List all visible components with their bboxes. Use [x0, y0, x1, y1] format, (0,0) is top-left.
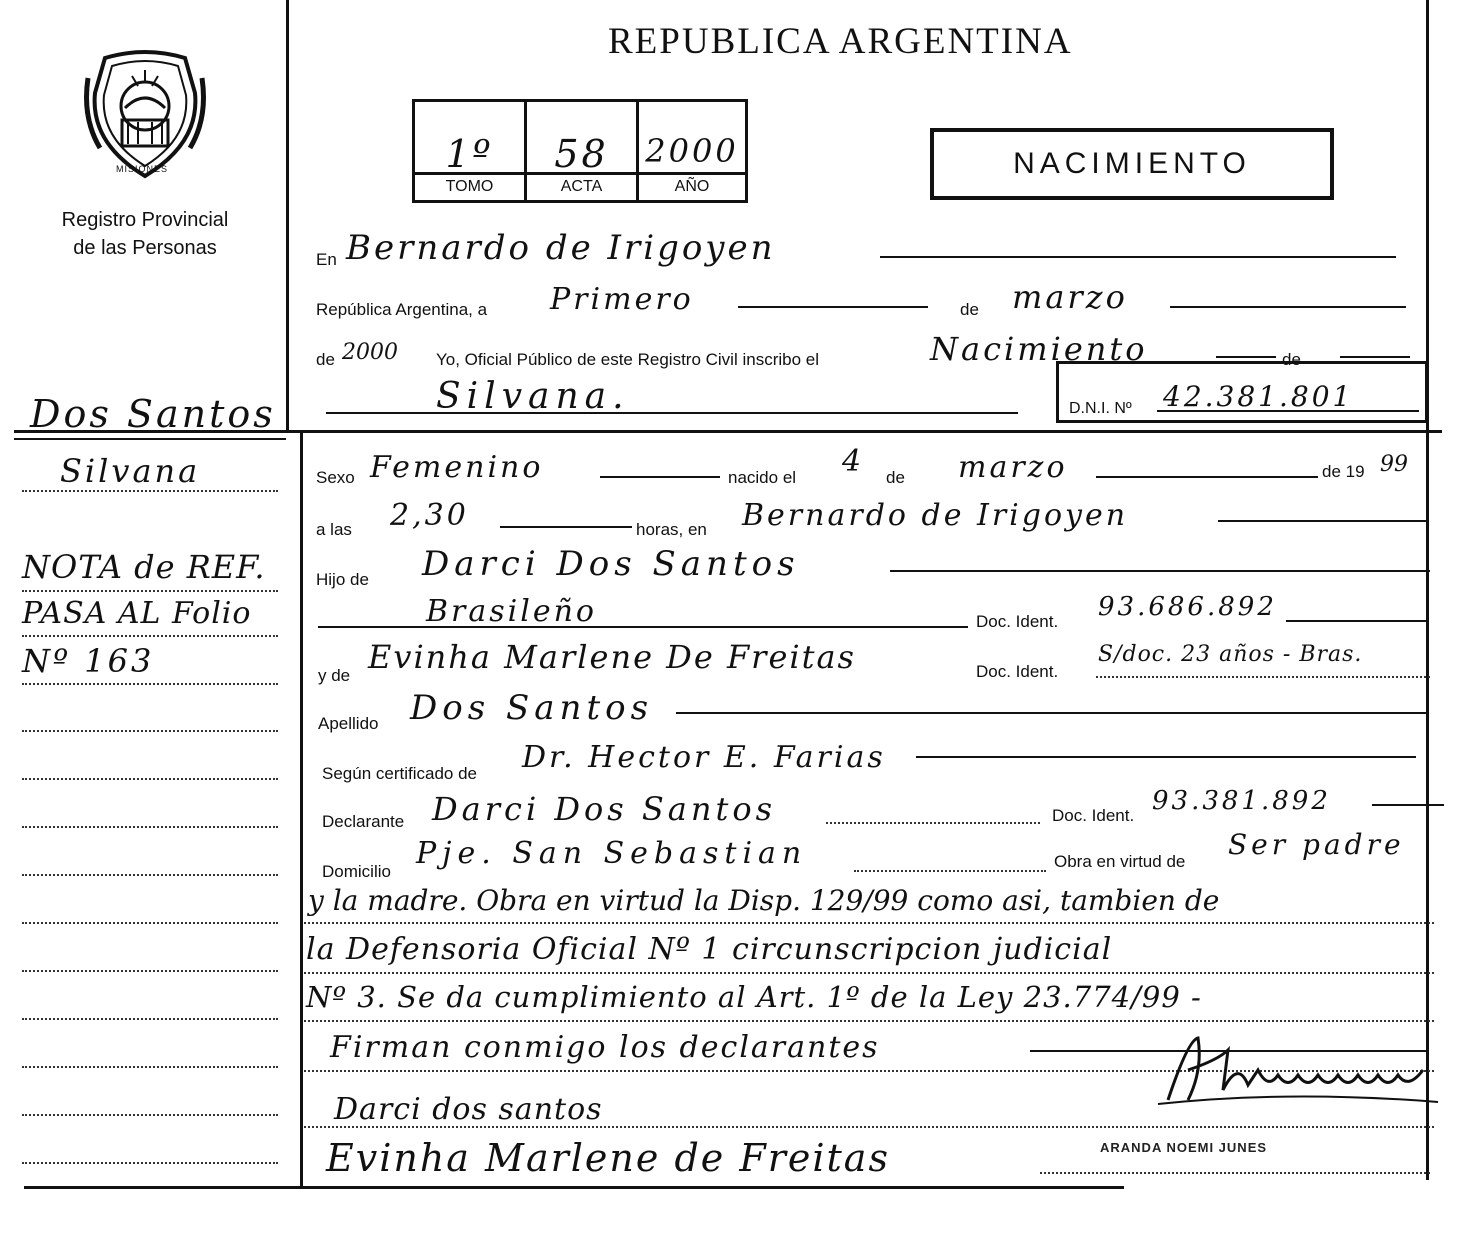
father-doc-line — [1286, 620, 1428, 622]
hour-value: 2,30 — [390, 498, 469, 533]
place-line — [1218, 520, 1428, 522]
name-line — [326, 412, 1018, 414]
margin-dotted-line — [22, 683, 278, 685]
name-value: Silvana. — [436, 376, 630, 417]
declarante-line — [826, 822, 1040, 824]
apellido-value: Dos Santos — [410, 688, 654, 728]
obra-label: Obra en virtud de — [1054, 852, 1186, 871]
margin-dotted-line — [22, 590, 278, 592]
segun-label: Según certificado de — [322, 764, 477, 783]
tomo-label: TOMO — [415, 172, 524, 200]
domicilio-label: Domicilio — [322, 862, 391, 881]
page-title: REPUBLICA ARGENTINA — [608, 21, 1073, 62]
declarante-doc-value: 93.381.892 — [1152, 786, 1331, 816]
signature-mother: Evinha Marlene de Freitas — [326, 1136, 890, 1180]
anio-cell — [639, 102, 745, 200]
left-column-divider-bottom — [300, 430, 303, 1188]
margin-dotted-line — [22, 778, 278, 780]
official-signature-text — [1200, 1040, 1203, 1041]
act-de-label: de — [1282, 350, 1301, 369]
tomo-cell — [415, 102, 527, 200]
acta-label: ACTA — [527, 172, 636, 200]
margin-dotted-line — [22, 490, 278, 492]
official-signature — [1128, 1030, 1448, 1110]
birth-year: 99 — [1380, 452, 1408, 477]
apellido-label: Apellido — [318, 714, 379, 733]
acta-cell — [527, 102, 639, 200]
margin-dotted-line — [22, 970, 278, 972]
declarante-doc-line — [1372, 804, 1444, 806]
registry-line-1: Registro Provincial — [61, 209, 229, 231]
margin-dotted-line — [22, 635, 278, 637]
father-doc-label: Doc. Ident. — [976, 612, 1059, 631]
domicilio-value: Pje. San Sebastian — [416, 836, 808, 871]
margin-dotted-line — [22, 730, 278, 732]
text-line-2-rule — [304, 972, 1434, 974]
day-line — [738, 306, 928, 308]
birth-month-line — [1096, 476, 1318, 478]
margin-dotted-line — [22, 1114, 278, 1116]
margin-dotted-line — [22, 1162, 278, 1164]
yde-label: y de — [318, 666, 351, 685]
obra-value: Ser padre — [1228, 828, 1405, 861]
dni-box — [1056, 361, 1428, 423]
signature-rule — [304, 1126, 1434, 1128]
alas-label: a las — [316, 520, 352, 539]
margin-dotted-line — [22, 874, 278, 876]
text-line-3-rule — [304, 1020, 1434, 1022]
act-line — [1216, 356, 1276, 358]
place-value: Bernardo de Irigoyen — [742, 498, 1129, 533]
margin-given-name: Silvana — [60, 452, 201, 490]
domicilio-line — [854, 870, 1046, 872]
province-seal — [80, 48, 210, 183]
registry-name — [20, 206, 270, 262]
margin-dotted-line — [22, 826, 278, 828]
margin-dotted-line — [22, 1018, 278, 1020]
dni-label: D.N.I. Nº — [1069, 400, 1132, 417]
margin-dotted-line — [22, 1066, 278, 1068]
anio-value: 2000 — [645, 132, 739, 170]
apellido-line — [676, 712, 1428, 714]
father-doc-value: 93.686.892 — [1098, 592, 1277, 622]
nationality-line — [318, 626, 968, 628]
year-prefix-label: de — [316, 350, 335, 369]
birth-month: marzo — [958, 450, 1068, 485]
sexo-value: Femenino — [370, 450, 544, 485]
en-label: En — [316, 250, 337, 269]
margin-note-line-1: NOTA de REF. — [22, 548, 266, 586]
yo-label: Yo, Oficial Público de este Registro Civil inscribo el — [436, 350, 819, 369]
nacido-de-label: de — [886, 468, 905, 487]
act-value: Nacimiento — [930, 330, 1148, 368]
registry-line-2: de las Personas — [73, 237, 217, 259]
text-line-3: Nº 3. Se da cumplimiento al Art. 1º de la Ley 23.774/99 - — [306, 980, 1202, 1014]
record-number-box — [412, 99, 748, 203]
text-line-1-rule — [304, 922, 1434, 924]
act-de-line — [1340, 356, 1410, 358]
dni-line — [1157, 410, 1419, 412]
nacido-label: nacido el — [728, 468, 797, 487]
anio-label: AÑO — [639, 172, 745, 200]
en-value: Bernardo de Irigoyen — [346, 228, 776, 268]
seal-text: MISIONES — [116, 164, 169, 174]
en-line — [880, 256, 1396, 258]
signature-father: Darci dos santos — [334, 1092, 603, 1127]
official-stamp: ARANDA NOEMI JUNES — [1100, 1140, 1268, 1155]
signature-rule — [1040, 1172, 1430, 1174]
month-value: marzo — [1012, 278, 1128, 316]
day-value: Primero — [550, 282, 694, 317]
declarante-label: Declarante — [322, 812, 405, 831]
mother-name: Evinha Marlene De Freitas — [368, 638, 856, 676]
document-type-box: NACIMIENTO — [930, 128, 1334, 200]
margin-dotted-line — [22, 922, 278, 924]
hour-line — [500, 526, 632, 528]
margin-surname: Dos Santos — [30, 392, 276, 436]
acta-value: 58 — [554, 132, 609, 176]
father-line — [890, 570, 1430, 572]
bottom-border — [24, 1186, 1124, 1189]
year-value: 2000 — [342, 340, 398, 365]
left-column-divider-top — [286, 0, 289, 430]
dni-value: 42.381.801 — [1163, 380, 1354, 413]
father-name: Darci Dos Santos — [422, 544, 800, 584]
month-line — [1170, 306, 1406, 308]
mother-doc-value: S/doc. 23 años - Bras. — [1098, 642, 1363, 667]
doctor-line — [916, 756, 1416, 758]
margin-note-line-3: Nº 163 — [22, 642, 155, 680]
de19-label: de 19 — [1322, 462, 1365, 481]
mother-doc-line — [1096, 676, 1430, 678]
margin-surname-line — [14, 438, 286, 440]
margin-note-line-2: PASA AL Folio — [22, 596, 252, 631]
tomo-value: 1º — [445, 132, 494, 176]
de-label: de — [960, 300, 979, 319]
birth-day: 4 — [842, 444, 865, 479]
mother-doc-label: Doc. Ident. — [976, 662, 1059, 681]
right-border — [1426, 0, 1429, 1180]
text-line-1: y la madre. Obra en virtud la Disp. 129/99 como asi, tambien de — [308, 884, 1220, 917]
text-line-2: la Defensoria Oficial Nº 1 circunscripcion judicial — [306, 932, 1113, 967]
doctor-value: Dr. Hector E. Farias — [522, 740, 886, 775]
hijo-label: Hijo de — [316, 570, 369, 589]
father-nationality: Brasileño — [426, 594, 597, 629]
horas-label: horas, en — [636, 520, 707, 539]
sexo-label: Sexo — [316, 468, 355, 487]
text-line-4: Firman conmigo los declarantes — [330, 1030, 880, 1065]
sexo-line — [600, 476, 720, 478]
declarante-value: Darci Dos Santos — [432, 790, 777, 828]
declarante-doc-label: Doc. Ident. — [1052, 806, 1135, 825]
republica-label: República Argentina, a — [316, 300, 488, 319]
